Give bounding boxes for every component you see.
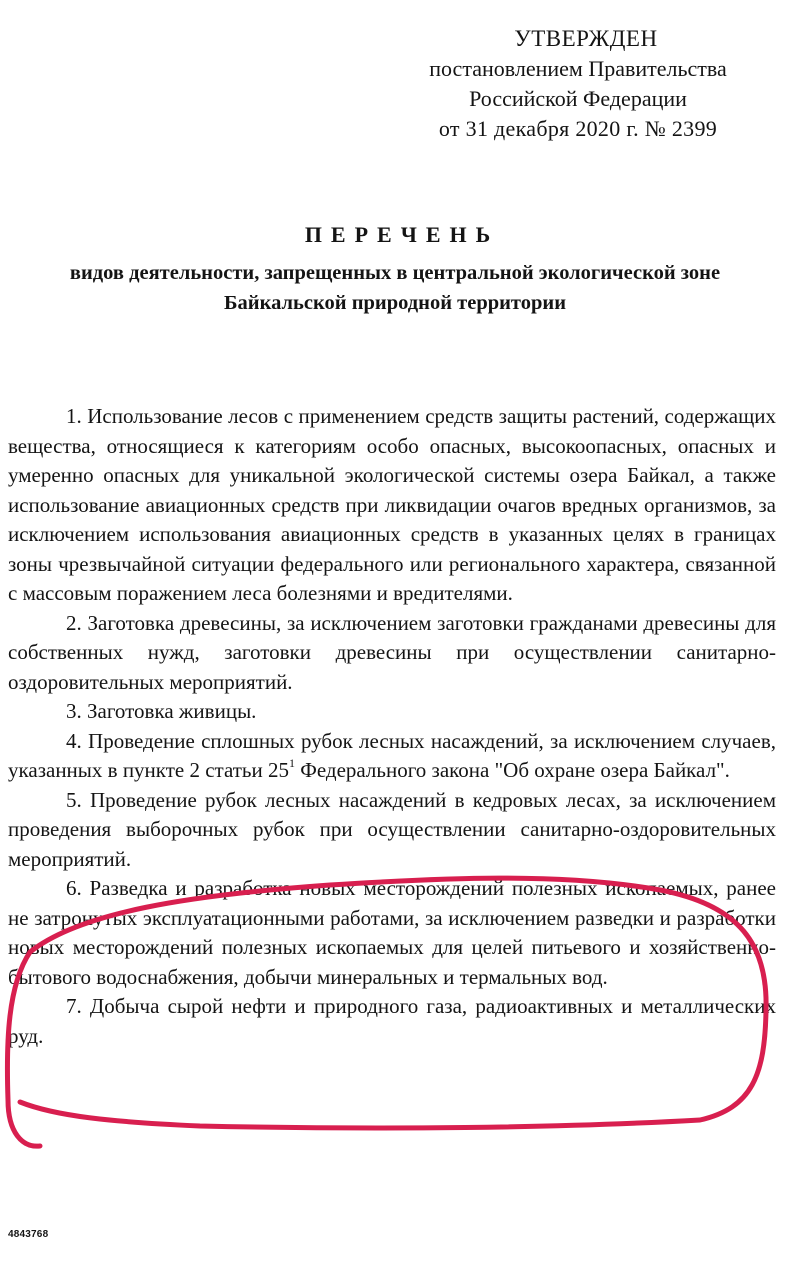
document-code: 4843768 [8, 1229, 49, 1240]
approval-date-number: от 31 декабря 2020 г. № 2399 [438, 116, 718, 141]
list-item-4 [8, 727, 776, 786]
approved-heading: УТВЕРЖДЕН [514, 26, 658, 51]
list-item-6: 6. Разведка и разработка новых месторождений полезных ископаемых, ранее не затронутых эксплуатационными работами, за исключением разведки и разработки новых месторождений полезных ископаемых для целей питьевого и хозяйственно-бытового водоснабжения, добычи минеральных и термальных вод. [8, 876, 776, 989]
list-item-7: 7. Добыча сырой нефти и природного газа, радиоактивных и металлических руд. [8, 994, 776, 1048]
list-item-2: 2. Заготовка древесины, за исключением заготовки гражданами древесины для собственных нужд, заготовки древесины при осуществлении санитарно-оздоровительных мероприятий. [8, 610, 776, 694]
list-item-4-text-end: Федерального закона "Об охране озера Байкал". [295, 758, 730, 782]
list-item-4-text: 4. Проведение сплошных рубок лесных насаждений, за исключением случаев, указанных в пункте 2 статьи 25 [8, 728, 776, 782]
approval-authority: постановлением Правительства [429, 56, 727, 81]
document-title: ПЕРЕЧЕНЬ [304, 222, 500, 247]
list-item-1: 1. Использование лесов с применением средств защиты растений, содержащих вещества, относящиеся к категориям особо опасных, высокоопасных, опасных и умеренно опасных для уникальной экологической системы озера Байкал, а также использование авиационных средств при ликвидации очагов вредных организмов, за исключением использования авиационных средств в указанных целях в границах зоны чрезвычайной ситуации федерального или регионального характера, связанной с массовым поражением леса болезнями и вредителями. [8, 404, 776, 605]
approval-stamp [398, 24, 758, 144]
approval-country: Российской Федерации [469, 86, 687, 111]
list-item-5: 5. Проведение рубок лесных насаждений в кедровых лесах, за исключением проведения выборочных рубок при осуществлении санитарно-оздоровительных мероприятий. [8, 787, 776, 871]
document-subtitle: видов деятельности, запрещенных в центральной экологической зоне Байкальской природной территории [69, 262, 721, 314]
list-item-3: 3. Заготовка живицы. [66, 699, 257, 723]
article-superscript: 1 [289, 756, 295, 770]
document-body [8, 402, 776, 1051]
